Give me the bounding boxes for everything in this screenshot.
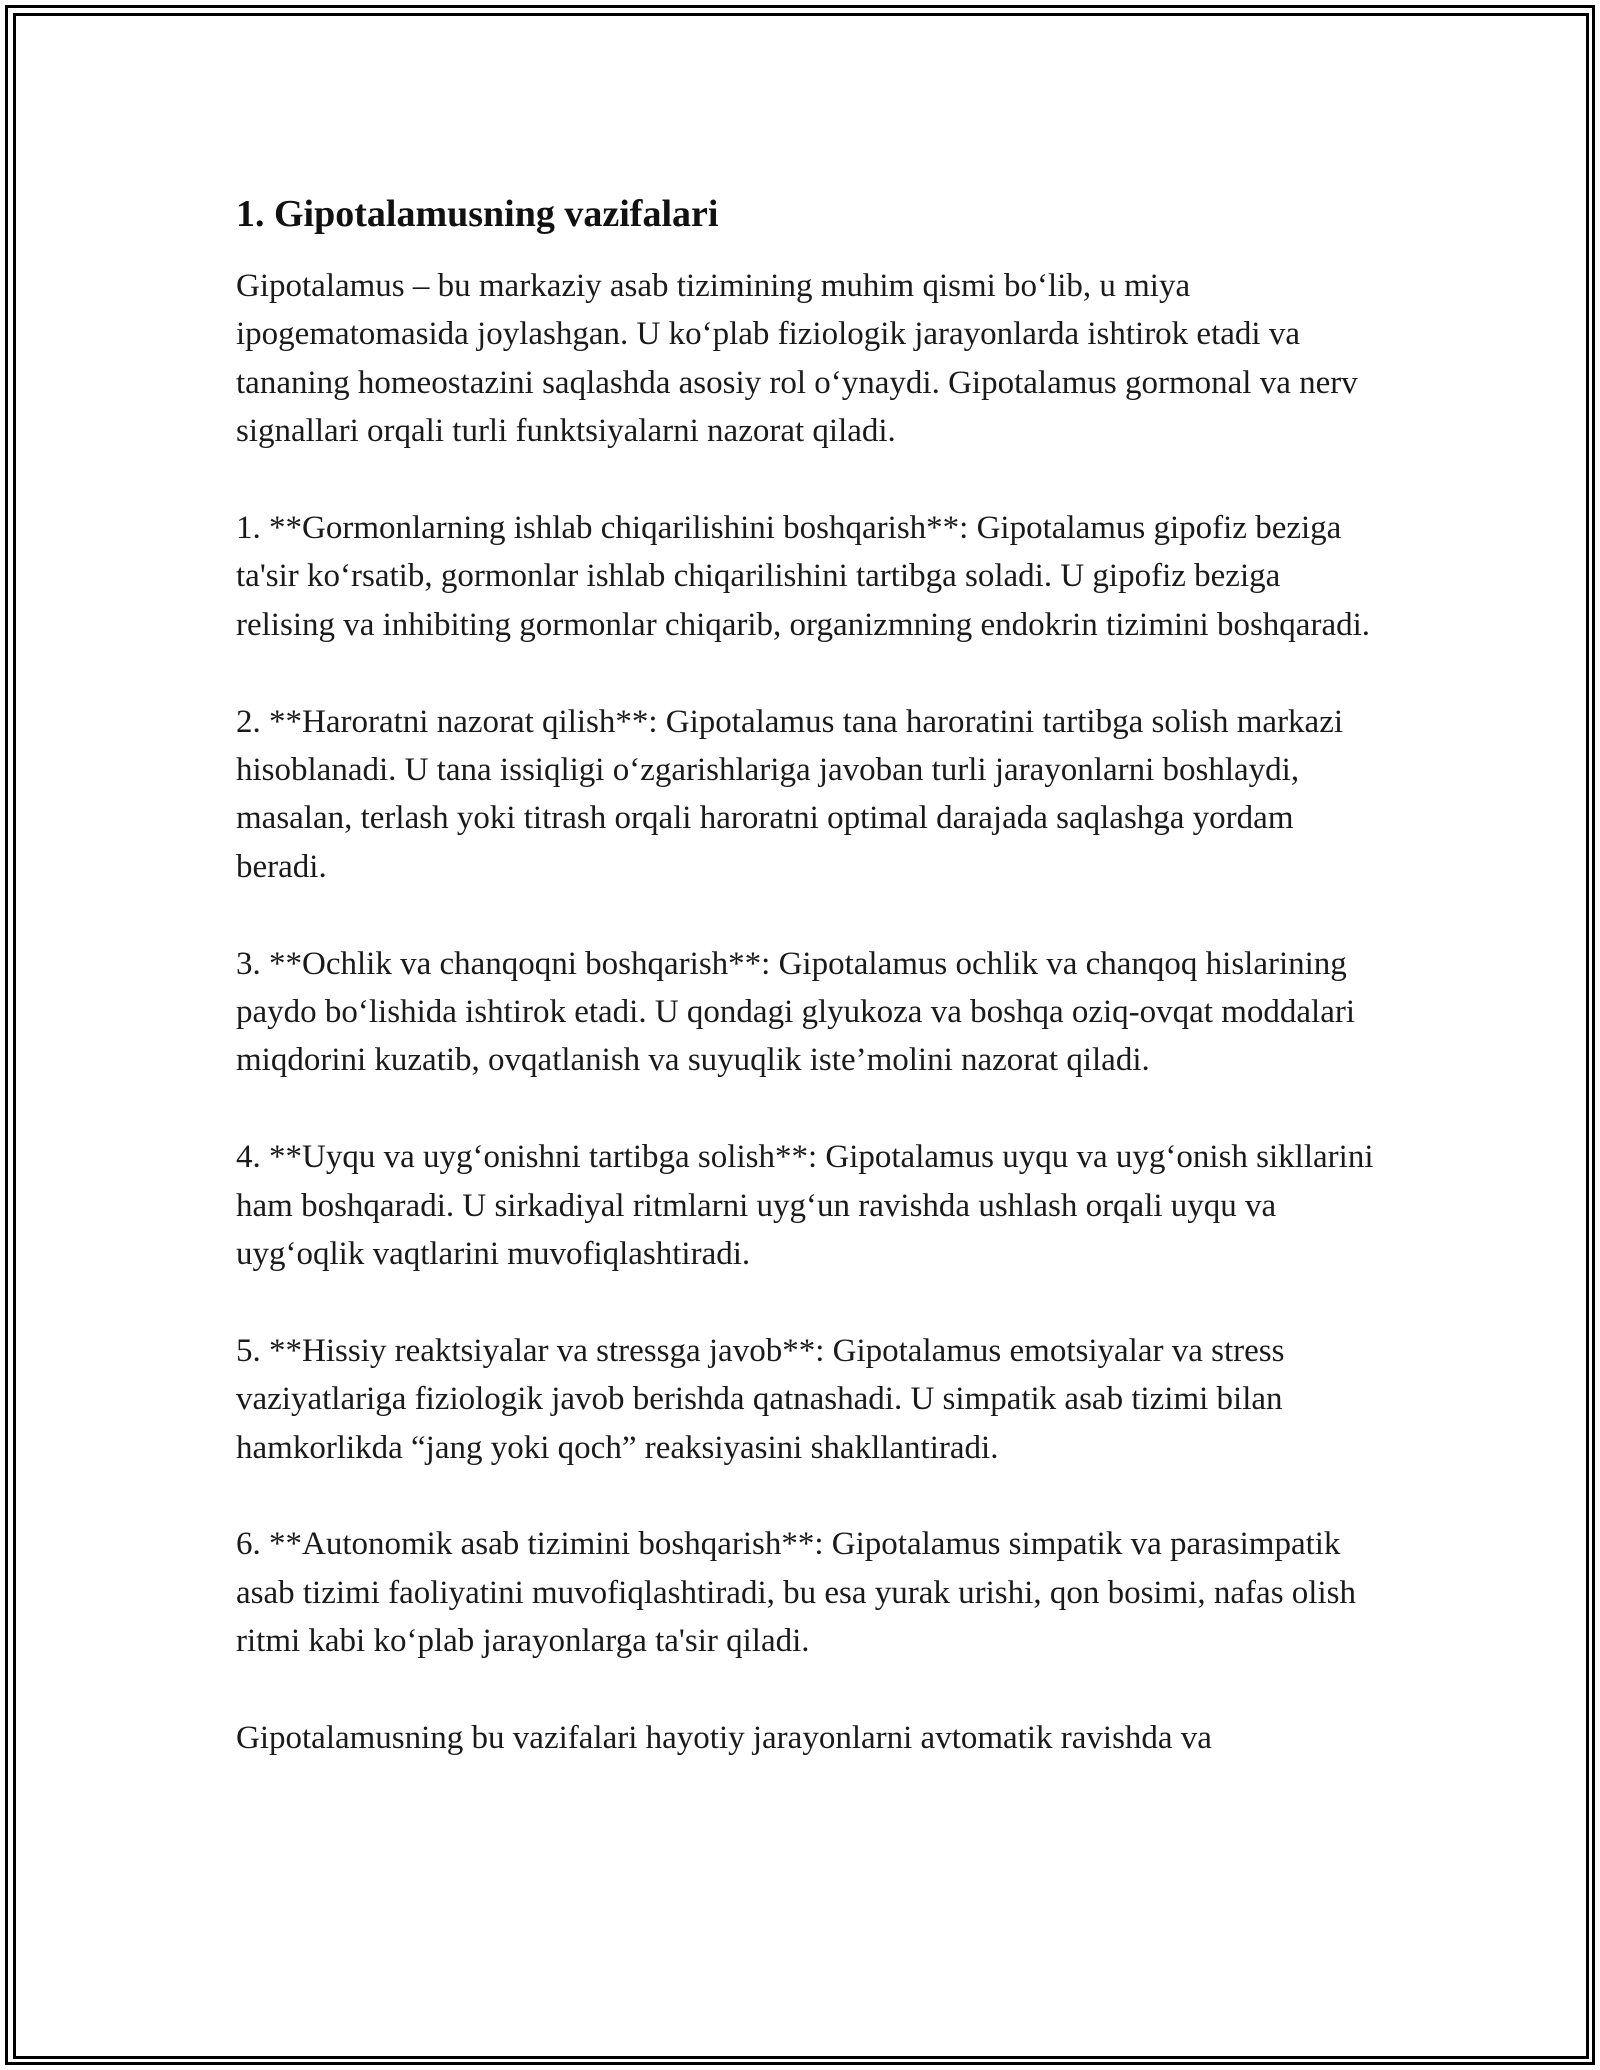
list-item-hunger-thirst: 3. **Ochlik va chanqoqni boshqarish**: Gipotalamus ochlik va chanqoq hislarining paydo bo‘lishida ishtirok etadi. U qondagi glyukoza va boshqa oziq-ovqat moddalari miqdorini kuzatib, ovqatlanish va suyuqlik iste’molini nazorat qiladi.	[236, 945, 1356, 1079]
closing-paragraph: Gipotalamusning bu vazifalari hayotiy jarayonlarni avtomatik ravishda va	[236, 1720, 1212, 1757]
list-item-emotions-stress: 5. **Hissiy reaktsiyalar va stressga javob**: Gipotalamus emotsiyalar va stress vaziyatlariga fiziologik javob berishda qatnashadi. U simpatik asab tizimi bilan hamkorlikda “jang yoki qoch” reaksiyasini shakllantiradi.	[236, 1332, 1285, 1466]
list-item-temperature: 2. **Haroratni nazorat qilish**: Gipotalamus tana haroratini tartibga solish markazi hisoblanadi. U tana issiqligi o‘zgarishlariga javoban turli jarayonlarni boshlaydi, masalan, terlash yoki titrash orqali haroratni optimal darajada saqlashga yordam beradi.	[236, 703, 1344, 885]
list-item-hormones: 1. **Gormonlarning ishlab chiqarilishini boshqarish**: Gipotalamus gipofiz beziga ta'sir ko‘rsatib, gormonlar ishlab chiqarilishini tartibga soladi. U gipofiz beziga relising va inhibiting gormonlar chiqarib, organizmning endokrin tizimini boshqaradi.	[236, 510, 1371, 643]
list-item-autonomic: 6. **Autonomik asab tizimini boshqarish**: Gipotalamus simpatik va parasimpatik asab tizimi faoliyatini muvofiqlashtiradi, bu esa yurak urishi, qon bosimi, nafas olish ritmi kabi ko‘plab jarayonlarga ta'sir qiladi.	[236, 1526, 1356, 1660]
document-heading: 1. Gipotalamusning vazifalari	[236, 193, 719, 235]
list-item-sleep: 4. **Uyqu va uyg‘onishni tartibga solish**: Gipotalamus uyqu va uyg‘onish sikllarini ham boshqaradi. U sirkadiyal ritmlarni uyg‘un ravishda ushlash orqali uyqu va uyg‘oqlik vaqtlarini muvofiqlashtiradi.	[236, 1139, 1374, 1273]
document-body	[236, 188, 1376, 1811]
intro-paragraph: Gipotalamus – bu markaziy asab tizimining muhim qismi bo‘lib, u miya ipogematomasida joylashgan. U ko‘plab fiziologik jarayonlarda ishtirok etadi va tananing homeostazini saqlashda asosiy rol o‘ynaydi. Gipotalamus gormonal va nerv signallari orqali turli funktsiyalarni nazorat qiladi.	[236, 268, 1358, 450]
